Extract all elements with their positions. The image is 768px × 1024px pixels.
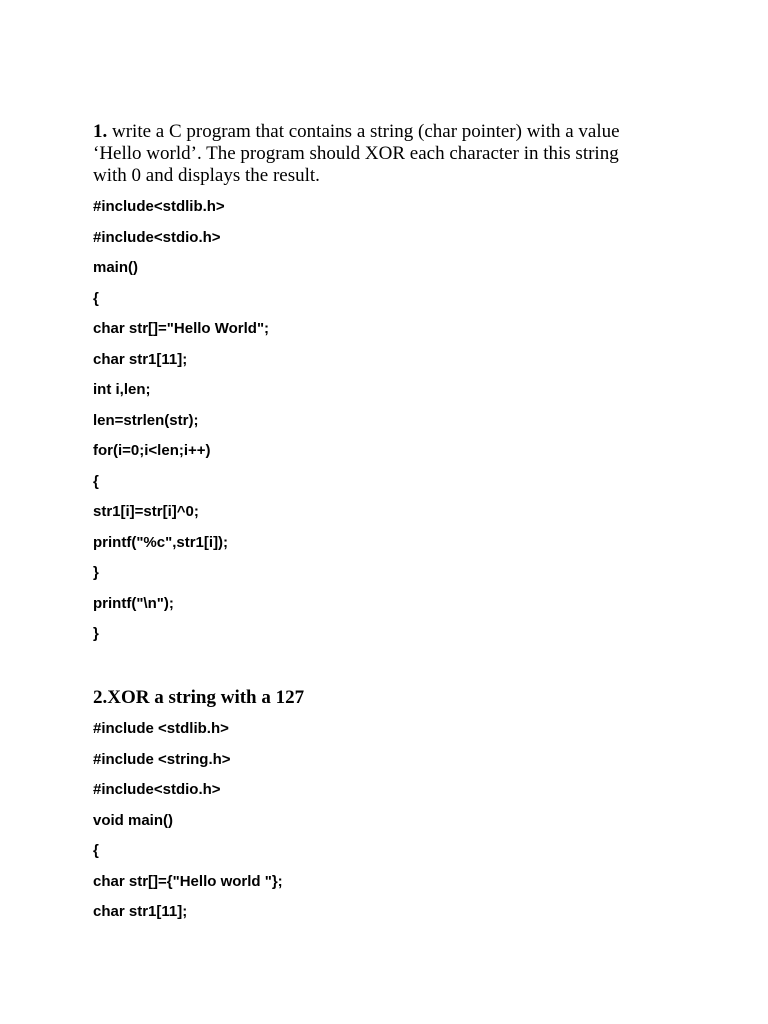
code-line: char str[]="Hello World";: [93, 320, 270, 337]
code-line: {: [93, 473, 99, 490]
code-line: printf("\n");: [93, 595, 174, 612]
question-1-number: 1.: [93, 121, 108, 142]
code-line: int i,len;: [93, 381, 151, 398]
code-line: main(): [93, 259, 138, 276]
code-line: for(i=0;i<len;i++): [93, 442, 211, 459]
code-line: #include<stdio.h>: [93, 229, 221, 246]
code-line: printf("%c",str1[i]);: [93, 534, 229, 551]
code-line: }: [93, 625, 99, 642]
question-1-text: write a C program that contains a string (char pointer) with a value: [107, 121, 620, 142]
code-line: #include<stdio.h>: [93, 781, 221, 798]
code-line: len=strlen(str);: [93, 412, 199, 429]
code-line: {: [93, 290, 99, 307]
question-1-line-1: [93, 121, 693, 143]
code-line: char str1[11];: [93, 903, 188, 920]
code-line: }: [93, 564, 99, 581]
question-1-line-3: with 0 and displays the result.: [93, 165, 320, 186]
question-2-heading: 2.XOR a string with a 127: [93, 687, 305, 708]
code-line: #include <stdlib.h>: [93, 720, 229, 737]
code-line: char str[]={"Hello world "};: [93, 873, 283, 890]
code-line: #include<stdlib.h>: [93, 198, 225, 215]
code-line: str1[i]=str[i]^0;: [93, 503, 199, 520]
code-line: void main(): [93, 812, 174, 829]
code-line: char str1[11];: [93, 351, 188, 368]
code-line: #include <string.h>: [93, 751, 231, 768]
question-1-line-2: ‘Hello world’. The program should XOR each character in this string: [93, 143, 619, 164]
code-line: {: [93, 842, 99, 859]
